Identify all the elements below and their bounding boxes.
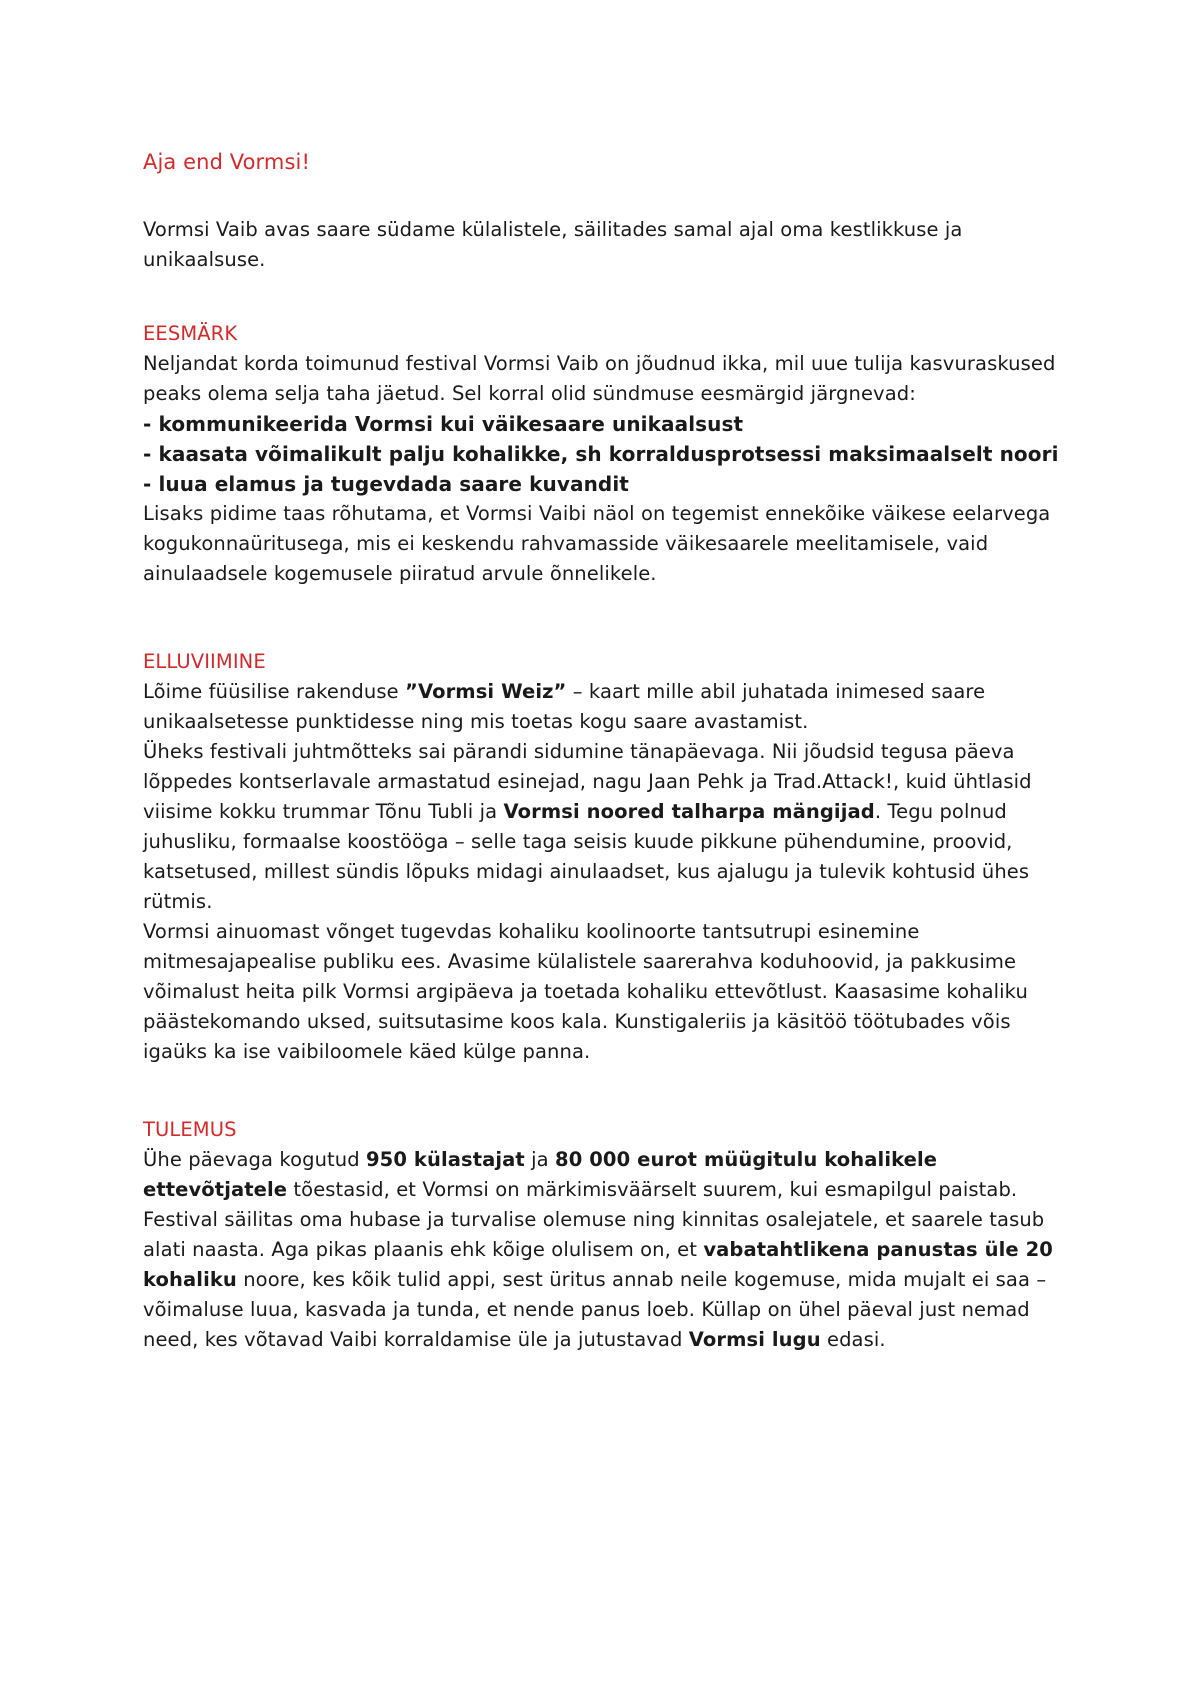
bold-text-run: ”Vormsi Weiz” — [405, 680, 567, 703]
text-run: Ühe päevaga kogutud — [143, 1148, 367, 1171]
text-run: . Tegu polnud juhusliku, formaalse koostööga – selle taga seisis kuude pikkune pühendumine, proovid, katsetused, millest sündis lõpuks midagi ainulaadset, kus ajalugu ja tulevik kohtusid ühes rütmis. — [143, 800, 1030, 913]
text-run: edasi. — [820, 1328, 886, 1351]
goal-item: - luua elamus ja tugevdada saare kuvandit — [143, 472, 629, 496]
section-heading-tulemus: TULEMUS — [143, 1118, 237, 1141]
bold-text-run: 950 külastajat — [366, 1148, 525, 1171]
eesmark-paragraph-2: Lisaks pidime taas rõhutama, et Vormsi Vaibi näol on tegemist ennekõike väikese eelarvega kogukonnaüritusega, mis ei keskendu rahvamasside väikesaarele meelitamisele, vaid ainulaadsele kogemusele piiratud arvule õnnelikele. — [143, 502, 1051, 585]
document-title: Aja end Vormsi! — [143, 150, 310, 174]
section-tulemus — [143, 1115, 1063, 1355]
text-run: noore, kes kõik tulid appi, sest üritus annab neile kogemuse, mida mujalt ei saa – võimaluse luua, kasvada ja tunda, et nende panus loeb. Küllap on ühel päeval just nemad need, kes võtavad Vaibi korraldamise üle ja jutustavad — [143, 1268, 1047, 1351]
elluviimine-paragraph-2 — [143, 737, 1063, 917]
text-run: ja — [524, 1148, 556, 1171]
elluviimine-paragraph-1 — [143, 677, 1063, 737]
text-run: tõestasid, et Vormsi on märkimisväärselt suurem, kui esmapilgul paistab. Festival säilitas oma hubase ja turvalise olemuse ning kinnitas osalejatele, et saarele tasub alati naasta. Aga pikas plaanis ehk kõige olulisem on, et — [143, 1178, 1045, 1261]
section-elluviimine — [143, 647, 1063, 1067]
text-run: Lõime füüsilise rakenduse — [143, 680, 406, 703]
section-eesmark — [143, 319, 1063, 589]
bold-text-run: 80 000 eurot müügitulu kohalikele ettevõtjatele — [143, 1148, 938, 1201]
tulemus-paragraph — [143, 1145, 1063, 1355]
goal-item: - kommunikeerida Vormsi kui väikesaare unikaalsust — [143, 412, 744, 436]
document-page — [143, 147, 1063, 1413]
goal-item: - kaasata võimalikult palju kohalikke, sh korraldusprotsessi maksimaalselt noori — [143, 442, 1059, 466]
eesmark-goals-list — [143, 409, 1063, 499]
intro-paragraph: Vormsi Vaib avas saare südame külalistele, säilitades samal ajal oma kestlikkuse ja unikaalsuse. — [143, 218, 963, 271]
text-run: Üheks festivali juhtmõtteks sai pärandi sidumine tänapäevaga. Nii jõudsid tegusa päeva lõppedes kontserlavale armastatud esinejad, nagu Jaan Pehk ja Trad.Attack!, kuid ühtlasid viisime kokku trummar Tõnu Tubli ja — [143, 740, 1032, 823]
bold-text-run: Vormsi noored talharpa mängijad — [503, 800, 875, 823]
text-run: – kaart mille abil juhatada inimesed saare unikaalsetesse punktidesse ning mis toetas kogu saare avastamist. — [143, 680, 986, 733]
section-heading-eesmark: EESMÄRK — [143, 322, 238, 345]
elluviimine-paragraph-3: Vormsi ainuomast võnget tugevdas kohaliku koolinoorte tantsutrupi esinemine mitmesajapealise publiku ees. Avasime külalistele saarerahva koduhoovid, ja pakkusime võimalust heita pilk Vormsi argipäeva ja toetada kohaliku ettevõtlust. Kaasasime kohaliku päästekomando uksed, suitsutasime koos kala. Kunstigaleriis ja käsitöö töötubades võis igaüks ka ise vaibiloomele käed külge panna. — [143, 920, 1028, 1063]
bold-text-run: vabatahtlikena panustas üle 20 kohaliku — [143, 1238, 1053, 1291]
bold-text-run: Vormsi lugu — [688, 1328, 821, 1351]
section-heading-elluviimine: ELLUVIIMINE — [143, 650, 266, 673]
eesmark-paragraph-1: Neljandat korda toimunud festival Vormsi Vaib on jõudnud ikka, mil uue tulija kasvuraskused peaks olema selja taha jäetud. Sel korral olid sündmuse eesmärgid järgnevad: — [143, 352, 1056, 405]
